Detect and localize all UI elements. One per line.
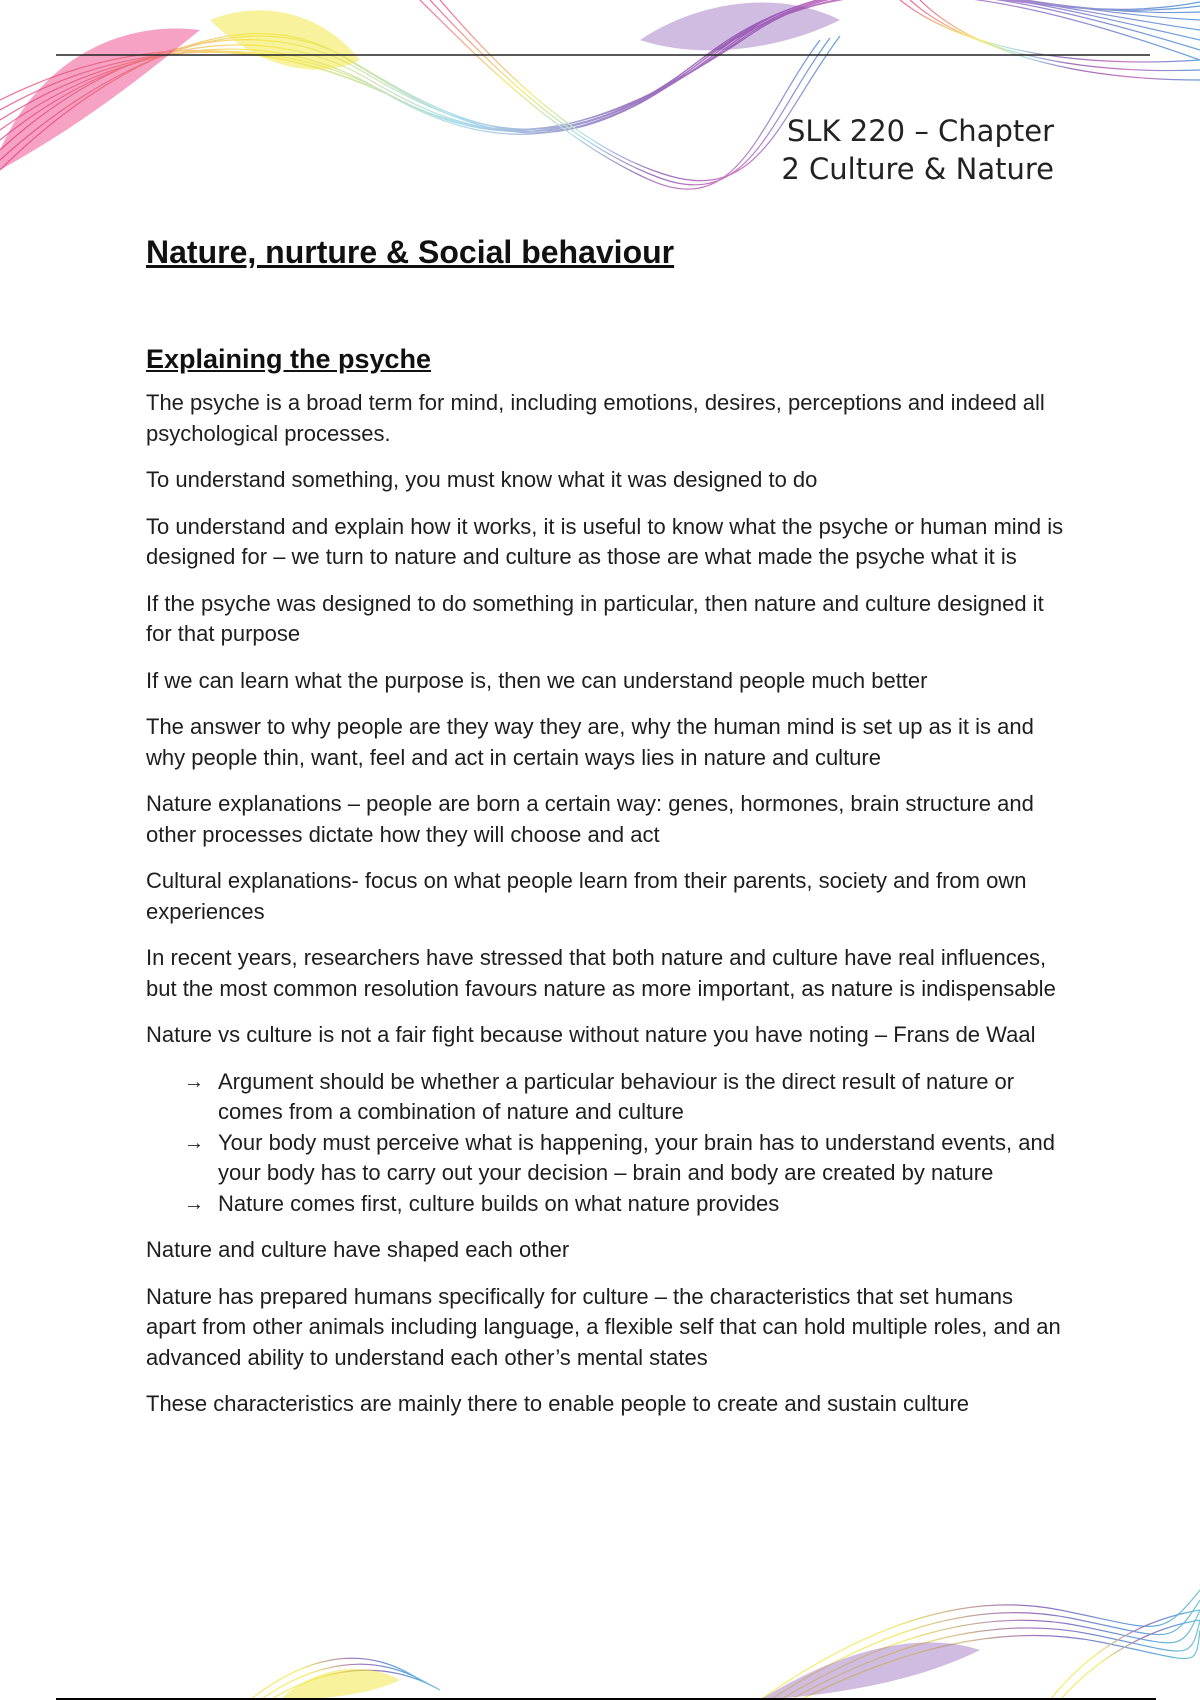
document-content: [146, 232, 1066, 1436]
paragraph: The answer to why people are they way they are, why the human mind is set up as it is and why people thin, want, feel and act in certain ways lies in nature and culture: [146, 714, 1034, 770]
list-item-text: Your body must perceive what is happening, your brain has to understand events, and your body has to carry out your decision – brain and body are created by nature: [218, 1129, 1055, 1185]
bottom-ribbon-decoration: [0, 1570, 1200, 1700]
list-item: [184, 1189, 1066, 1220]
section-heading: Explaining the psyche: [146, 344, 432, 374]
list-item-text: Argument should be whether a particular behaviour is the direct result of nature or comes from a combination of nature and culture: [218, 1068, 1015, 1124]
paragraph: To understand and explain how it works, it is useful to know what the psyche or human mind is designed for – we turn to nature and culture as those are what made the psyche what it is: [146, 513, 1064, 569]
paragraph: The psyche is a broad term for mind, including emotions, desires, perceptions and indeed all psychological processes.: [146, 390, 1045, 446]
list-item: [184, 1128, 1066, 1189]
paragraph: These characteristics are mainly there to enable people to create and sustain culture: [146, 1391, 970, 1416]
paragraph: If the psyche was designed to do something in particular, then nature and culture designed it for that purpose: [146, 590, 1044, 646]
page-title: Nature, nurture & Social behaviour: [146, 234, 675, 270]
paragraph: To understand something, you must know what it was designed to do: [146, 467, 818, 492]
list-item-text: Nature comes first, culture builds on what nature provides: [218, 1190, 780, 1216]
arrow-right-icon: →: [184, 1070, 204, 1093]
header-line-2: 2 Culture & Nature: [781, 152, 1054, 186]
paragraph: Nature vs culture is not a fair fight because without nature you have noting – Frans de Waal: [146, 1022, 1036, 1047]
document-header-title: [781, 112, 1054, 188]
arrow-bullet-list: [146, 1067, 1066, 1220]
arrow-right-icon: →: [184, 1131, 204, 1154]
paragraph: Nature explanations – people are born a certain way: genes, hormones, brain structure and other processes dictate how they will choose and act: [146, 791, 1034, 847]
paragraph: Cultural explanations- focus on what people learn from their parents, society and from own experiences: [146, 868, 1027, 924]
paragraph: Nature and culture have shaped each other: [146, 1237, 570, 1262]
paragraph: If we can learn what the purpose is, then we can understand people much better: [146, 667, 928, 693]
header-line-1: SLK 220 – Chapter: [786, 114, 1054, 148]
arrow-right-icon: →: [184, 1192, 204, 1215]
list-item: [184, 1067, 1066, 1128]
paragraph: In recent years, researchers have stressed that both nature and culture have real influences, but the most common resolution favours nature as more important, as nature is indispensable: [146, 945, 1056, 1001]
paragraph: Nature has prepared humans specifically for culture – the characteristics that set humans apart from other animals including language, a flexible self that can hold multiple roles, and an advanced ability to understand each other’s mental states: [146, 1283, 1061, 1370]
